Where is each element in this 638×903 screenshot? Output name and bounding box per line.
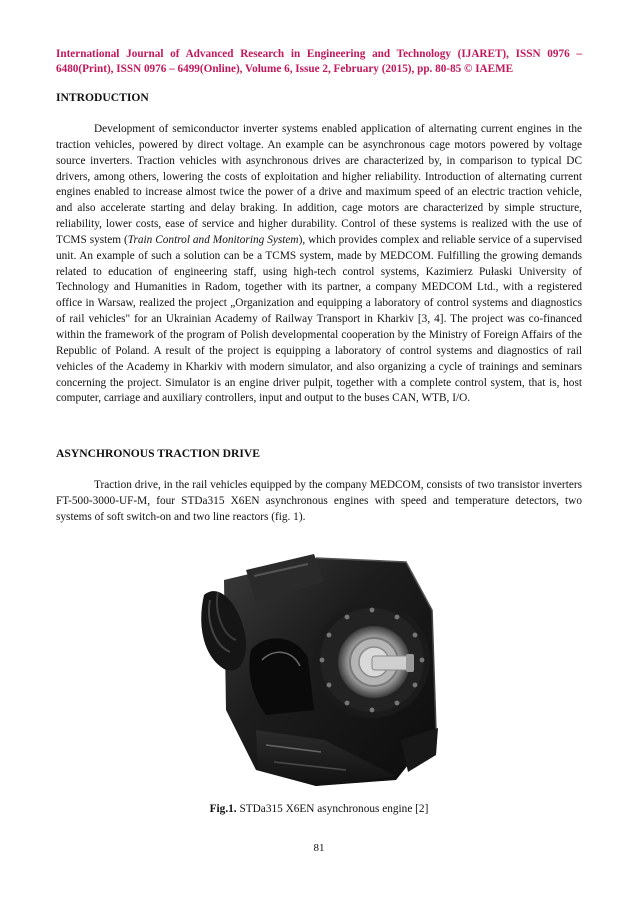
introduction-heading: INTRODUCTION [56, 91, 149, 104]
figure-caption-text: STDa315 X6EN asynchronous engine [2] [236, 803, 429, 815]
intro-text-part-1: Development of semiconductor inverter systems enabled application of alternating current engines in the traction vehicles, powered by direct voltage. An example can be asynchronous cage motors powered by voltage source inverters. Traction vehicles with asynchronous drives are characterized by, in comparison to typical DC drivers, among others, lowering the costs of exploitation and higher reliability. Introduction of alternating current engines enabled to increase almost twice the power of a drive and maximum speed of an electric traction vehicle, and also accelerate starting and delay braking. In addition, cage motors are characterized by simple structure, reliability, lower costs, ease of service and higher durability. Control of these systems is realized with the use of TCMS system ( [56, 123, 582, 246]
introduction-paragraph [56, 122, 582, 407]
traction-drive-heading: ASYNCHRONOUS TRACTION DRIVE [56, 447, 260, 460]
figure-caption [0, 803, 638, 815]
figure-label: Fig.1. [209, 803, 237, 815]
intro-text-italic: Train Control and Monitoring System [127, 233, 299, 246]
page-number: 81 [313, 842, 325, 854]
traction-drive-paragraph [56, 478, 582, 526]
drive-text: Traction drive, in the rail vehicles equipped by the company MEDCOM, consists of two transistor inverters FT-500-3000-UF-M, four STDa315 X6EN asynchronous engines with speed and temperature detectors, two systems of soft switch-on and two line reactors (fig. 1). [56, 479, 582, 523]
engine-photo [196, 540, 448, 792]
intro-text-part-2: ), which provides complex and reliable service of a supervised unit. An example of such a solution can be a TCMS system, made by MEDCOM. Fulfilling the growing demands related to education of engineering staff, using high-tech control systems, Kazimierz Pułaski University of Technology and Humanities in Radom, together with its partner, a company MEDCOM Ltd., with a registered office in Warsaw, realized the project „Organization and equipping a laboratory of control systems and diagnostics of rail vehicles" for an Ukrainian Academy of Railway Transport in Kharkiv [3, 4]. The project was co-financed within the framework of the program of Polish developmental cooperation by the Ministry of Foreign Affairs of the Republic of Poland. A result of the project is equipping a laboratory of control systems and diagnostics of rail vehicles of the Academy in Kharkiv with modern simulator, and also organizing a cycle of trainings and seminars concerning the project. Simulator is an engine driver pulpit, together with a complete control system, that is, host computer, carriage and auxiliary controllers, input and output to the buses CAN, WTB, I/O. [56, 233, 582, 405]
journal-header: International Journal of Advanced Research in Engineering and Technology (IJARET), ISSN 0976 – 6480(Print), ISSN 0976 – 6499(Online), Volume 6, Issue 2, February (2015), pp. 80-85 © IAEME [56, 48, 582, 75]
